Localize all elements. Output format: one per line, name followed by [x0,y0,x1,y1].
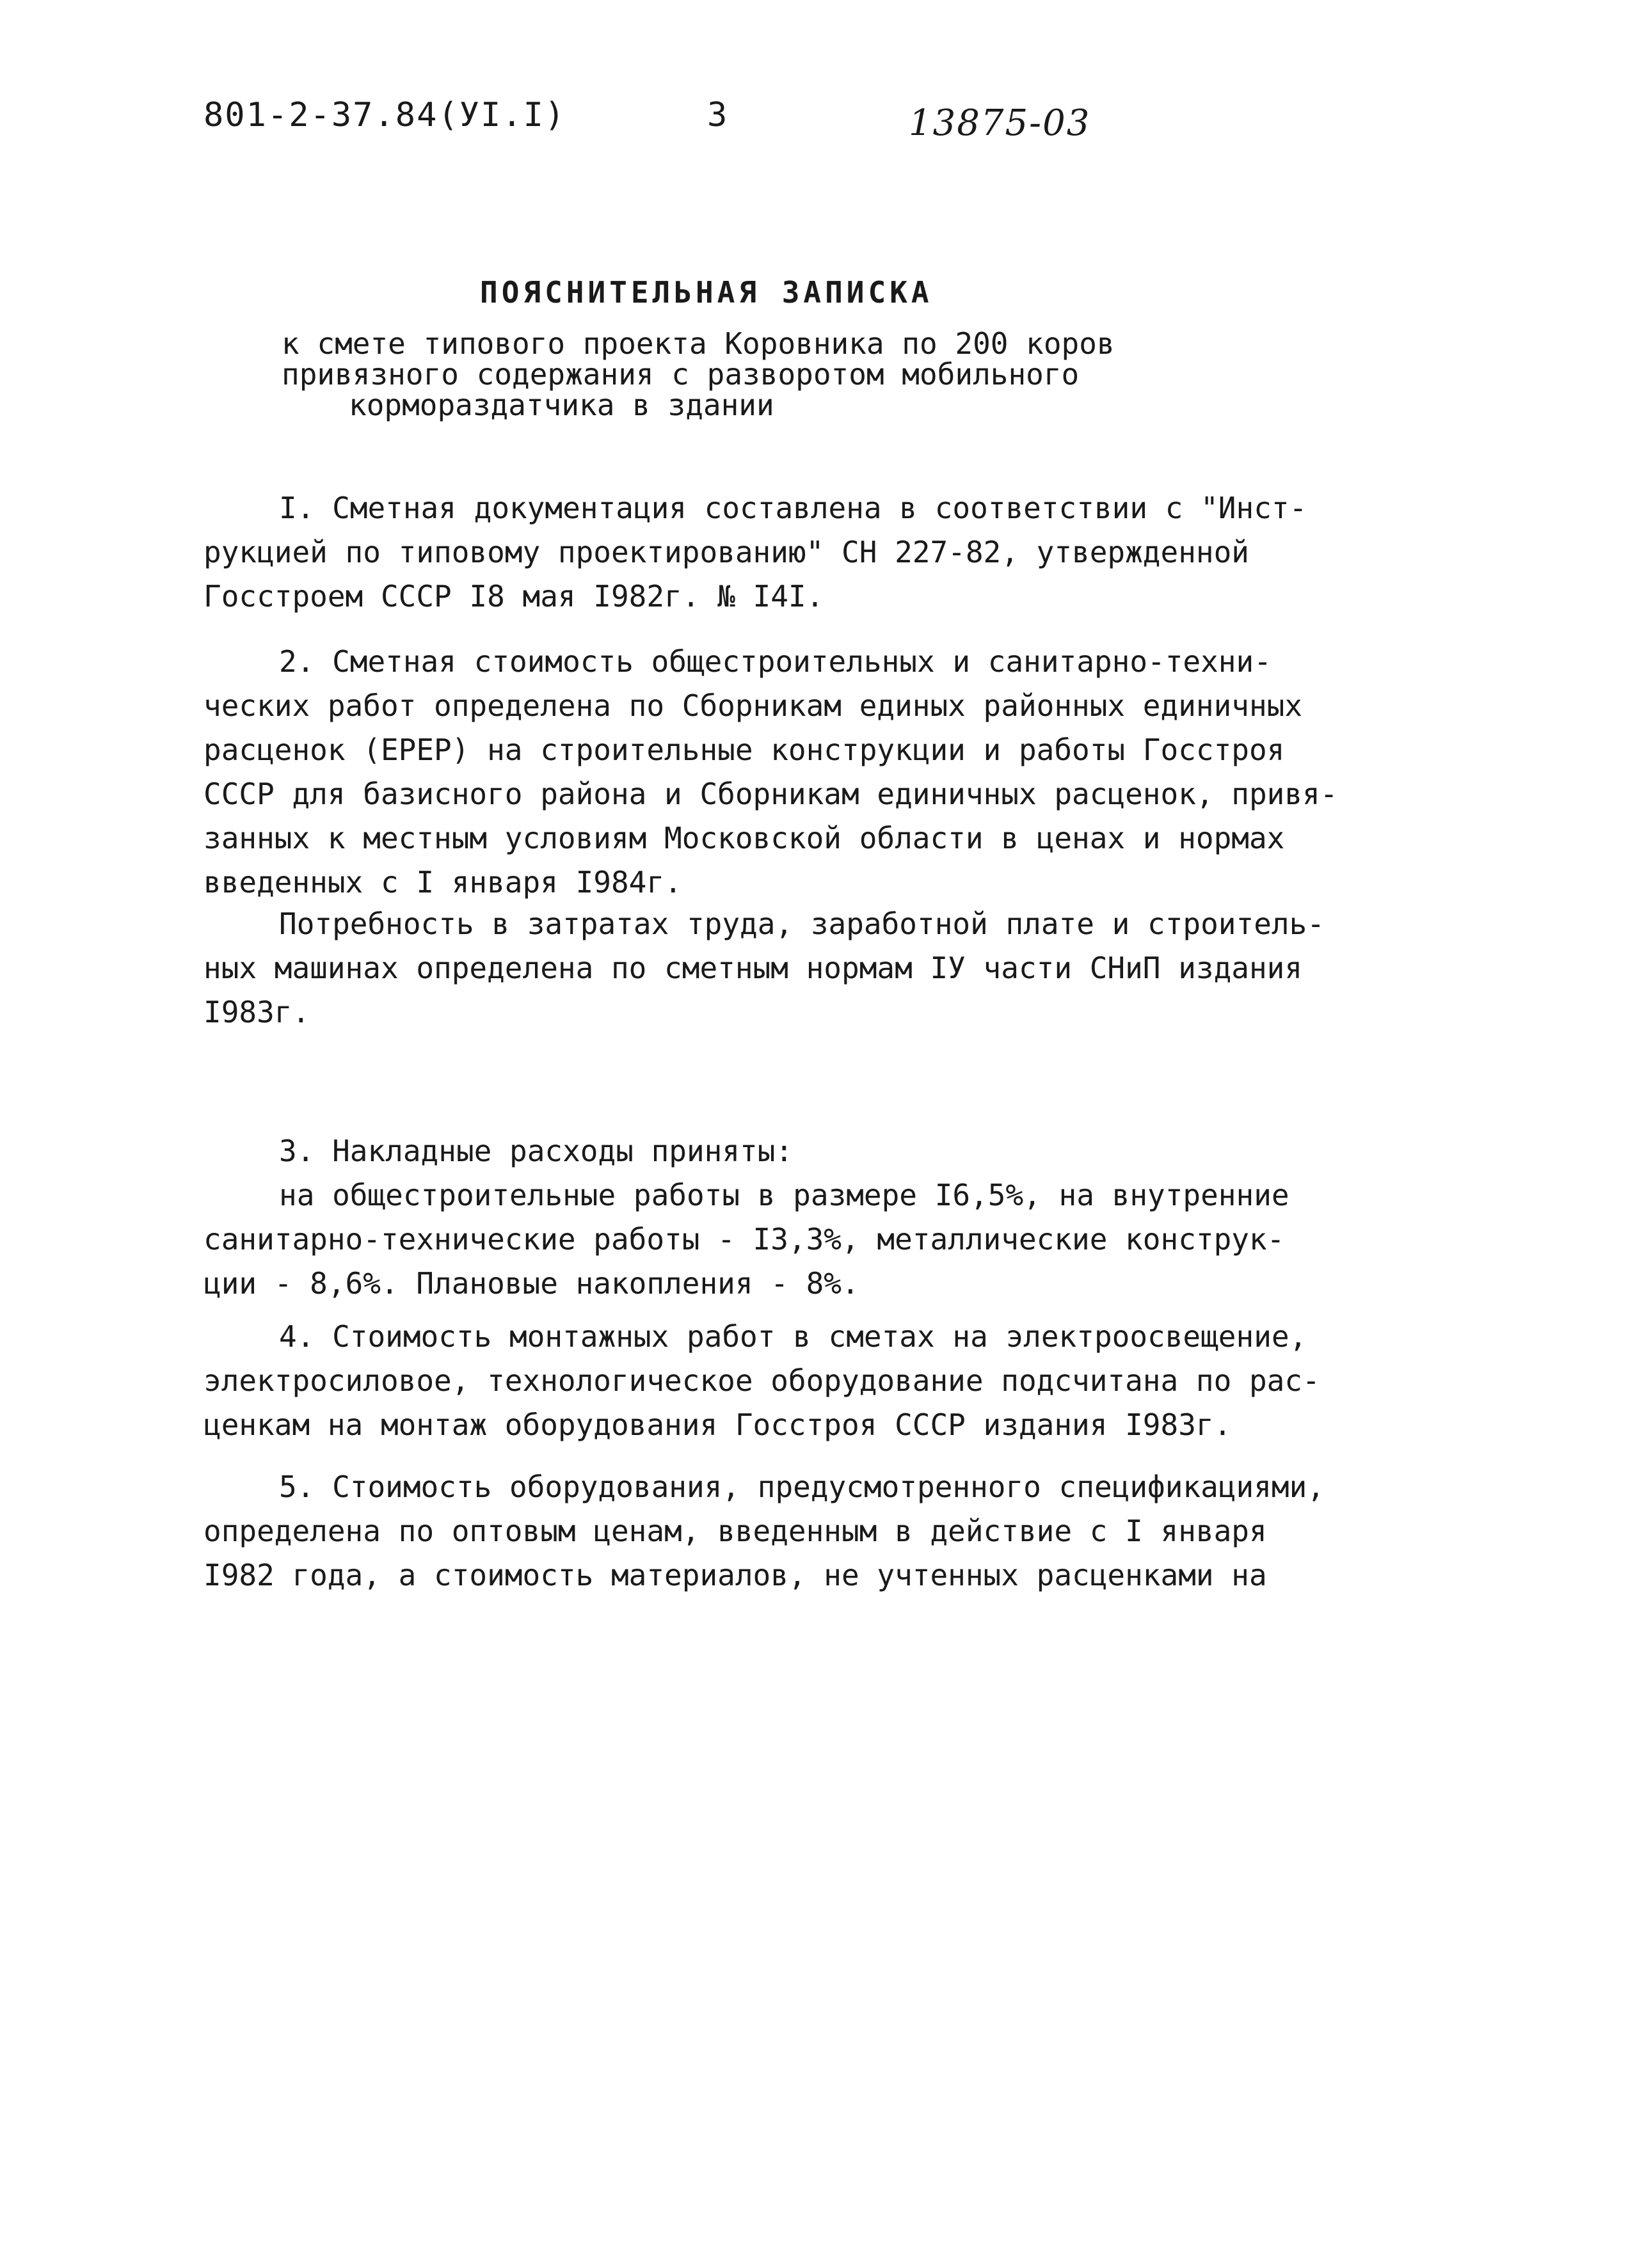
paragraph-line: ных машинах определена по сметным нормам IУ части СНиП издания [204,951,1303,985]
paragraph-line: введенных с I января I984г. [204,865,682,900]
paragraph-2 [204,640,1432,905]
document-title: ПОЯСНИТЕЛЬНАЯ ЗАПИСКА [480,275,933,310]
paragraph-line: рукцией по типовому проектированию" СН 227-82, утвержденной [204,535,1249,569]
subtitle-line-2: привязного содержания с разворотом мобильного [282,357,1080,392]
paragraph-line: 3. Накладные расходы приняты: [279,1134,794,1168]
paragraph-line: ценкам на монтаж оборудования Госстроя СССР издания I983г. [204,1408,1232,1442]
paragraph-5 [204,1465,1432,1598]
paragraph-line: 5. Стоимость оборудования, предусмотренного спецификациями, [279,1470,1325,1504]
paragraph-line: ческих работ определена по Сборникам единых районных единичных [204,688,1303,723]
paragraph-line: расценок (ЕРЕР) на строительные конструкции и работы Госстроя [204,733,1285,767]
paragraph-line: 2. Сметная стоимость общестроительных и санитарно-техни- [279,644,1272,679]
paragraph-1 [204,486,1432,619]
paragraph-line: занных к местным условиям Московской области в ценах и нормах [204,821,1285,855]
paragraph-2b [204,902,1432,1035]
document-code: 801-2-37.84(УI.I) [204,96,566,134]
paragraph-line: электросиловое, технологическое оборудование подсчитана по рас- [204,1363,1320,1398]
paragraph-line: Потребность в затратах труда, заработной плате и строитель- [279,907,1325,941]
subtitle-line-1: к смете типового проекта Коровника по 200 коров [282,326,1115,361]
page-number: 3 [707,96,729,134]
paragraph-line: Госстроем СССР I8 мая I982г. № I4I. [204,579,824,614]
paragraph-4 [204,1315,1432,1447]
handwritten-doc-number: 13875-03 [909,102,1091,144]
paragraph-line: санитарно-технические работы - I3,3%, металлические конструк- [204,1222,1285,1257]
paragraph-3 [204,1129,1432,1306]
paragraph-line: СССР для базисного района и Сборникам единичных расценок, привя- [204,777,1338,811]
paragraph-line: I982 года, а стоимость материалов, не учтенных расценками на [204,1558,1267,1592]
paragraph-line: 4. Стоимость монтажных работ в сметах на электроосвещение, [279,1319,1307,1354]
paragraph-line: I. Сметная документация составлена в соответствии с "Инст- [279,491,1307,525]
paragraph-line: I983г. [204,995,310,1029]
paragraph-line: на общестроительные работы в размере I6,5%, на внутренние [279,1178,1289,1212]
subtitle-line-3: кормораздатчика в здании [349,388,774,422]
paragraph-line: определена по оптовым ценам, введенным в действие с I января [204,1514,1267,1548]
paragraph-line: ции - 8,6%. Плановые накопления - 8%. [204,1266,859,1301]
